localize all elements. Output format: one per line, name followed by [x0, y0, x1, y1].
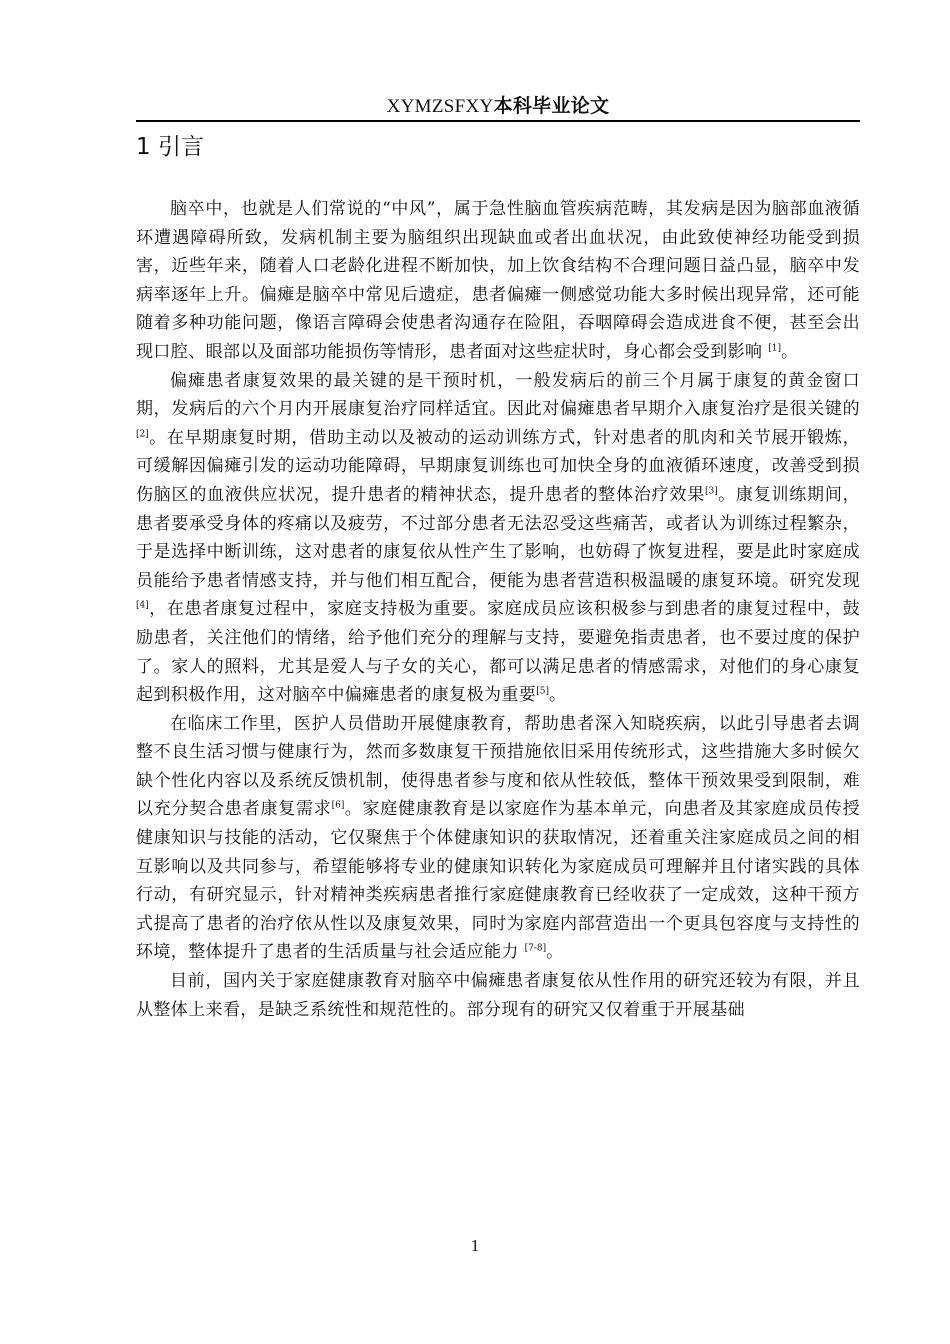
paragraph-text: 脑卒中，也就是人们常说的“中风”，属于急性脑血管疾病范畴，其发病是因为脑部血液循环遭遇障碍所致，发病机制主要为脑组织出现缺血或者出血状况，由此致使神经功能受到损害，近些年来，随着人口老龄化进程不断加快，加上饮食结构不合理问题日益凸显，脑卒中发病率逐年上升。偏瘫是脑卒中常见后遗症，患者偏瘫一侧感觉功能大多时候出现异常，还可能随着多种功能问题，像语言障碍会使患者沟通存在险阻，吞咽障碍会造成进食不便，甚至会出现口腔、眼部以及面部功能损伤等情形，患者面对这些症状时，身心都会受到影响 — [136, 199, 860, 362]
running-header — [136, 92, 860, 120]
paragraph-text: 。在早期康复时期，借助主动以及被动的运动训练方式，针对患者的肌肉和关节展开锻炼，可缓解因偏瘫引发的运动功能障碍，早期康复训练也可加快全身的血液循环速度，改善受到损伤脑区的血液供应状况，提升患者的精神状态，提升患者的整体治疗效果 — [136, 427, 860, 505]
citation-ref: [2] — [136, 429, 149, 440]
body-text — [136, 195, 860, 1024]
paragraph-text: 在临床工作里，医护人员借助开展健康教育，帮助患者深入知晓疾病，以此引导患者去调整不良生活习惯与健康行为，然而多数康复干预措施依旧采用传统形式，这些措施大多时候欠缺个性化内容以及系统反馈机制，使得患者参与度和依从性较低，整体干预效果受到限制，难以充分契合患者康复需求 — [136, 713, 860, 820]
citation-ref: [4] — [136, 600, 149, 611]
paragraph-text: 。 — [546, 942, 564, 963]
paragraph-text: 偏瘫患者康复效果的最关键的是干预时机，一般发病后的前三个月属于康复的黄金窗口期，发病后的六个月内开展康复治疗同样适宜。因此对偏瘫患者早期介入康复治疗是很关键的 — [136, 370, 860, 420]
citation-ref: [5] — [536, 686, 549, 697]
paragraph — [136, 195, 860, 367]
paragraph-text: 。 — [548, 685, 567, 706]
citation-ref: [1] — [768, 343, 781, 354]
header-title: 本科毕业论文 — [493, 95, 610, 117]
header-code: XYMZSFXY — [386, 96, 494, 117]
paragraph — [136, 367, 860, 710]
paragraph — [136, 967, 860, 1024]
citation-ref: [6] — [331, 800, 345, 811]
citation-ref: [3] — [705, 486, 718, 497]
citation-ref: [7-8] — [524, 943, 547, 954]
section-heading: 1 引言 — [136, 134, 204, 160]
paragraph-text: 。 — [780, 341, 799, 362]
paragraph-text: ，在患者康复过程中，家庭支持极为重要。家庭成员应该积极参与到患者的康复过程中，鼓励患者，关注他们的情绪，给予他们充分的理解与支持，要避免指责患者，也不要过度的保护了。家人的照料，尤其是爱人与子女的关心，都可以满足患者的情感需求，对他们的身心康复起到积极作用，这对脑卒中偏瘫患者的康复极为重要 — [136, 599, 860, 706]
paragraph-text: 。家庭健康教育是以家庭作为基本单元，向患者及其家庭成员传授健康知识与技能的活动，它仅聚焦于个体健康知识的获取情况，还着重关注家庭成员之间的相互影响以及共同参与，希望能够将专业的健康知识转化为家庭成员可理解并且付诸实践的具体行动，有研究显示，针对精神类疾病患者推行家庭健康教育已经收获了一定成效，这种干预方式提高了患者的治疗依从性以及康复效果，同时为家庭内部营造出一个更具包容度与支持性的环境，整体提升了患者的生活质量与社会适应能力 — [136, 799, 860, 963]
paragraph-text: 。康复训练期间，患者要承受身体的疼痛以及疲劳，不过部分患者无法忍受这些痛苦，或者认为训练过程繁杂，于是选择中断训练，这对患者的康复依从性产生了影响，也妨碍了恢复进程，要是此时家庭成员能给予患者情感支持，并与他们相互配合，便能为患者营造积极温暖的康复环境。研究发现 — [136, 484, 860, 591]
header-rule — [136, 120, 860, 122]
page-number: 1 — [470, 1236, 480, 1255]
paragraph — [136, 710, 860, 967]
paragraph-text: 目前，国内关于家庭健康教育对脑卒中偏瘫患者康复依从性作用的研究还较为有限，并且从整体上来看，是缺乏系统性和规范性的。部分现有的研究又仅着重于开展基础 — [136, 971, 860, 1020]
